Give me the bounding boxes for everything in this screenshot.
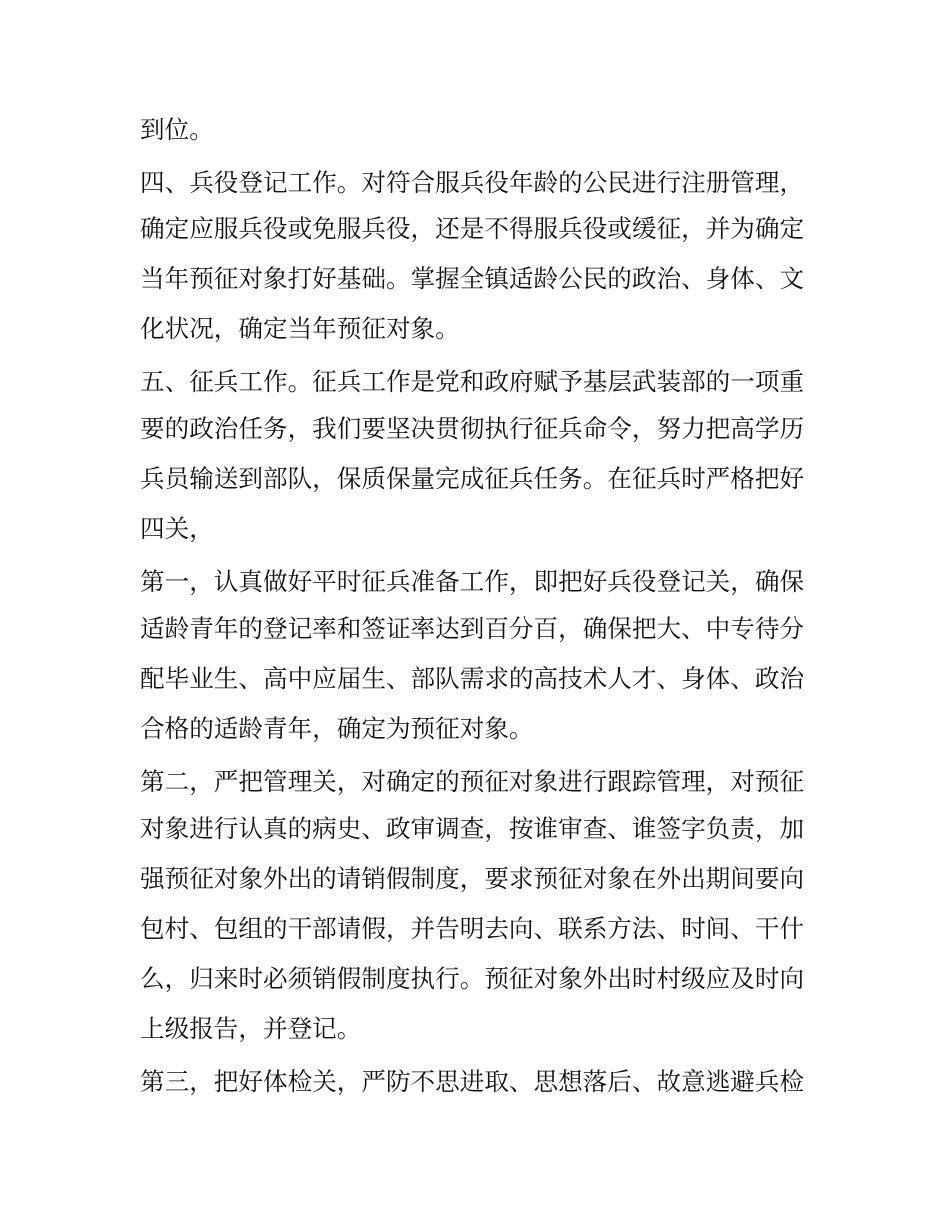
text-line: 合格的适龄青年，确定为预征对象。 — [140, 714, 534, 743]
text-line: 要的政治任务，我们要坚决贯彻执行征兵命令，努力把高学历 — [140, 414, 805, 443]
text-line: 化状况，确定当年预征对象。 — [140, 314, 460, 343]
text-line: 五、征兵工作。征兵工作是党和政府赋予基层武装部的一项重 — [140, 367, 805, 396]
text-line: 强预征对象外出的请销假制度，要求预征对象在外出期间要向 — [140, 864, 805, 893]
text-line: 确定应服兵役或免服兵役，还是不得服兵役或缓征，并为确定 — [140, 214, 805, 243]
text-line: 配毕业生、高中应届生、部队需求的高技术人才、身体、政治 — [140, 664, 805, 693]
text-line: 上级报告，并登记。 — [140, 1014, 362, 1043]
text-line: 包村、包组的干部请假，并告明去向、联系方法、时间、干什 — [140, 914, 805, 943]
text-line: 第三，把好体检关，严防不思进取、思想落后、故意逃避兵检 — [140, 1067, 805, 1096]
text-line: 当年预征对象打好基础。掌握全镇适龄公民的政治、身体、文 — [140, 264, 805, 293]
text-line: 对象进行认真的病史、政审调查，按谁审查、谁签字负责，加 — [140, 814, 805, 843]
text-line: 四、兵役登记工作。对符合服兵役年龄的公民进行注册管理， — [140, 168, 805, 197]
text-line: 第二，严把管理关，对确定的预征对象进行跟踪管理，对预征 — [140, 767, 805, 796]
text-line: 第一，认真做好平时征兵准备工作，即把好兵役登记关，确保 — [140, 567, 805, 596]
text-line: 四关， — [140, 514, 214, 543]
text-line: 适龄青年的登记率和签证率达到百分百，确保把大、中专待分 — [140, 614, 805, 643]
text-line: 兵员输送到部队，保质保量完成征兵任务。在征兵时严格把好 — [140, 464, 805, 493]
text-line: 到位。 — [140, 115, 214, 144]
text-line: 么，归来时必须销假制度执行。预征对象外出时村级应及时向 — [140, 964, 805, 993]
